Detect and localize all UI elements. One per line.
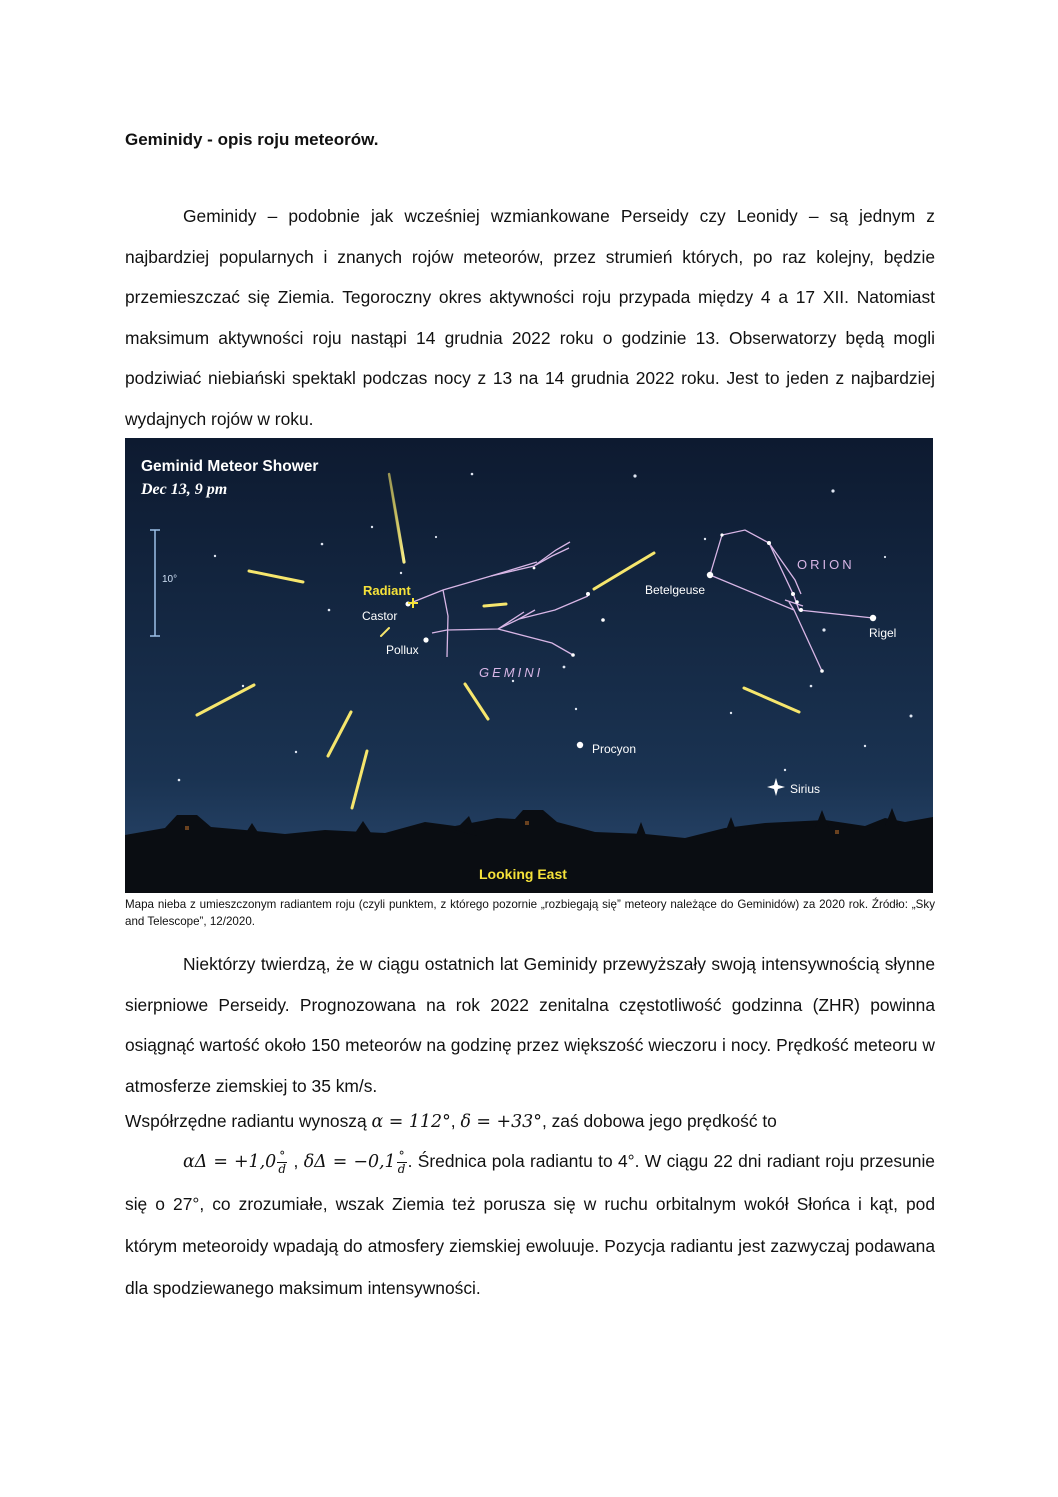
castor-label: Castor (362, 609, 398, 623)
delta-drift-expression: δΔ = −0,1 (303, 1152, 396, 1172)
radiant-label: Radiant (363, 583, 411, 598)
fraction-numerator-2: ° (398, 1148, 405, 1163)
fraction-denominator: d (278, 1161, 287, 1176)
degrees-per-day-fraction (277, 1150, 287, 1175)
fraction-numerator: ° (279, 1148, 286, 1163)
coordinates-separator: , (450, 1111, 461, 1131)
alpha-expression: α = 112° (371, 1112, 451, 1132)
sky-map-figure (125, 438, 933, 893)
coordinates-text-after: , zaś dobowa jego prędkość to (541, 1111, 777, 1131)
betelgeuse-label: Betelgeuse (645, 583, 706, 597)
alpha-drift-expression: αΔ = +1,0 (183, 1152, 277, 1172)
paragraph-zhr-text: Niektórzy twierdzą, że w ciągu ostatnich lat Geminidy przewyższały swoją intensywnością słynne sierpniowe Perseidy. Prognozowana na rok 2022 zenitalna częstotliwość godzinna (ZHR) powinna osiągnąć wartość około 150 meteorów na godzinę przez większość wieczoru i nocy. Prędkość meteoru w atmosferze ziemskiej to 35 km/s. (125, 954, 935, 1096)
gemini-label: GEMINI (479, 665, 544, 680)
coordinates-text-before: Współrzędne radiantu wynoszą (125, 1111, 372, 1131)
degrees-per-day-fraction-2 (397, 1150, 407, 1175)
fraction-denominator-2: d (397, 1161, 406, 1176)
rigel-label: Rigel (869, 626, 897, 640)
chart-title: Geminid Meteor Shower (141, 458, 319, 475)
paragraph-intro-text: Geminidy – podobnie jak wcześniej wzmiankowane Perseidy czy Leonidy – są jednym z najbardziej popularnych i znanych rojów meteorów, przez strumień których, po raz kolejny, będzie przemieszczać się Ziemia. Tegoroczny okres aktywności roju przypada między 4 a 17 XII. Natomiast maksimum aktywności roju nastąpi 14 grudnia 2022 roku o godzinie 13. Obserwatorzy będą mogli podziwiać niebiański spektakl podczas nocy z 13 na 14 grudnia 2022 roku. Jest to jeden z najbardziej wydajnych rojów w roku. (125, 206, 935, 429)
scale-label: 10° (162, 574, 178, 585)
procyon-label: Procyon (592, 742, 637, 756)
sky-map-illustration (125, 438, 933, 893)
sirius-label: Sirius (790, 782, 821, 796)
procyon-star (577, 742, 583, 748)
figure-caption: Mapa nieba z umieszczonym radiantem roju (czyli punktem, z którego pozornie „rozbiegają się” meteory należące do Geminidów) za 2020 rok. Źródło: „Sky and Telescope”, 12/2020. (125, 898, 935, 928)
delta-expression: δ = +33° (460, 1112, 542, 1132)
chart-subtitle: Dec 13, 9 pm (141, 481, 228, 498)
paragraph-drift (125, 1140, 935, 1309)
looking-east-label: Looking East (479, 866, 567, 882)
meteor (484, 604, 506, 606)
pollux-label: Pollux (386, 643, 419, 657)
orion-label: ORION (797, 557, 855, 572)
drift-text-after: . Średnica pola radiantu to 4°. W ciągu 22 dni radiant roju przesunie się o 27°, co zrozumiałe, wszak Ziemia też porusza się w ruchu orbitalnym wokół Słońca i kąt, pod którym meteoroidy wpadają do atmosfery ziemskiej ewoluuje. Pozycja radiantu jest zazwyczaj podawana dla spodziewanego maksimum intensywności. (125, 1151, 935, 1298)
paragraph-intro (125, 196, 935, 439)
paragraph-zhr (125, 944, 935, 1106)
document-title: Geminidy - opis roju meteorów. (125, 130, 379, 149)
paragraph-coordinates (125, 1101, 935, 1143)
drift-separator: , (288, 1151, 304, 1171)
